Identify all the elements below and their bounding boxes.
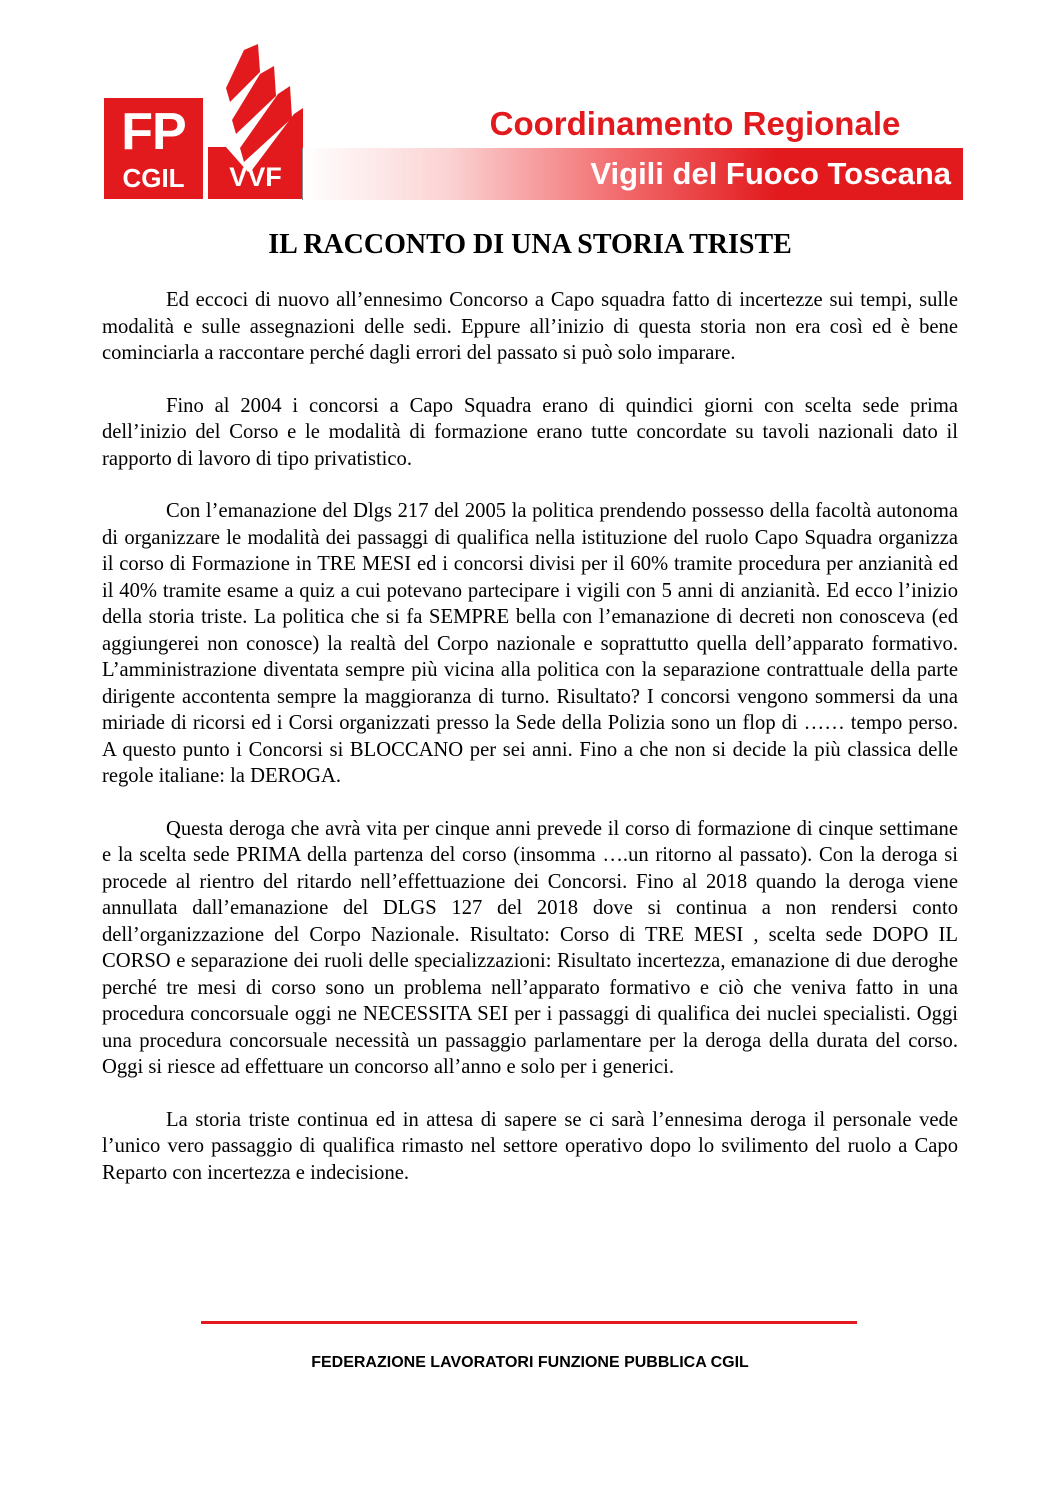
fp-cgil-logo [104, 98, 203, 199]
footer-divider [201, 1321, 857, 1324]
paragraph: Questa deroga che avrà vita per cinque anni prevede il corso di formazione di cinque settimane e la scelta sede PRIMA della partenza del corso (insomma ….un ritorno al passato). Con la deroga si procede al rientro del ritardo nell’effettuazione dei Concorsi. Fino al 2018 quando la deroga viene annullata dall’emanazione del DLGS 127 del 2018 dove si continua a non rendersi conto dell’organizzazione del Corpo Nazionale. Risultato: Corso di TRE MESI , scelta sede DOPO IL CORSO e separazione dei ruoli delle specializzazioni: Risultato incertezza, emanazione di due deroghe perché tre mesi di corso sono un problema nell’apparato formativo e ciò che veniva fatto in una procedura concorsuale oggi ne NECESSITA SEI per i passaggi di qualifica dei nuclei specialisti. Oggi una procedura concorsuale necessità un passaggio parlamentare per la deroga della durata del corso. Oggi si riesce ad effettuare un concorso all’anno e solo per i generici. [102, 817, 958, 1078]
logo-fp-text: FP [121, 103, 186, 161]
footer-text: FEDERAZIONE LAVORATORI FUNZIONE PUBBLICA CGIL [311, 1354, 749, 1371]
paragraph: Ed eccoci di nuovo all’ennesimo Concorso a Capo squadra fatto di incertezze sui tempi, sulle modalità e sulle assegnazioni delle sedi. Eppure all’inizio di questa storia non era così ed è bene cominciarla a raccontare perché dagli errori del passato si può solo imparare. [102, 289, 958, 364]
vvf-logo [208, 44, 303, 199]
logo-vvf-text: VVF [229, 162, 282, 192]
header-title-coordinamento: Coordinamento Regionale [489, 105, 901, 142]
logo-cgil-text: CGIL [122, 163, 185, 193]
paragraph: Con l’emanazione del Dlgs 217 del 2005 la politica prendendo possesso della facoltà autonoma di organizzare le modalità dei passaggi di qualifica nella istituzione del ruolo Capo Squadra organizza il corso di Formazione in TRE MESI ed i concorsi divisi per il 60% tramite procedura per anzianità ed il 40% tramite esame a quiz a cui potevano partecipare i vigili con 5 anni di anzianità. Ed ecco l’inizio della storia triste. La politica che si fa SEMPRE bella con l’emanazione di decreti non conosceva (ed aggiungerei non conosce) la realtà del Corpo nazionale e soprattutto quella dell’apparato formativo. L’amministrazione diventata sempre più vicina alla politica con la separazione contrattuale della parte dirigente accontenta sempre la maggioranza di turno. Risultato? I concorsi vengono sommersi da una miriade di ricorsi ed i Corsi organizzati presso la Sede della Polizia sono un flop di …… tempo perso. A questo punto i Concorsi si BLOCCANO per sei anni. Fino a che non si decide la più classica delle regole italiane: la DEROGA. [102, 500, 958, 787]
header-title-region: Vigili del Fuoco Toscana [590, 156, 951, 191]
paragraph: Fino al 2004 i concorsi a Capo Squadra erano di quindici giorni con scelta sede prima dell’inizio del Corso e le modalità di formazione erano tutte concordate su tavoli nazionali dato il rapporto di lavoro di tipo privatistico. [102, 394, 958, 470]
document-title: IL RACCONTO DI UNA STORIA TRISTE [268, 229, 792, 260]
header-band [302, 148, 963, 200]
document-body [102, 287, 958, 1212]
paragraph: La storia triste continua ed in attesa di sapere se ci sarà l’ennesima deroga il personale vede l’unico vero passaggio di qualifica rimasto nel settore operativo dopo lo svilimento del ruolo a Capo Reparto con incertezza e indecisione. [102, 1108, 958, 1184]
